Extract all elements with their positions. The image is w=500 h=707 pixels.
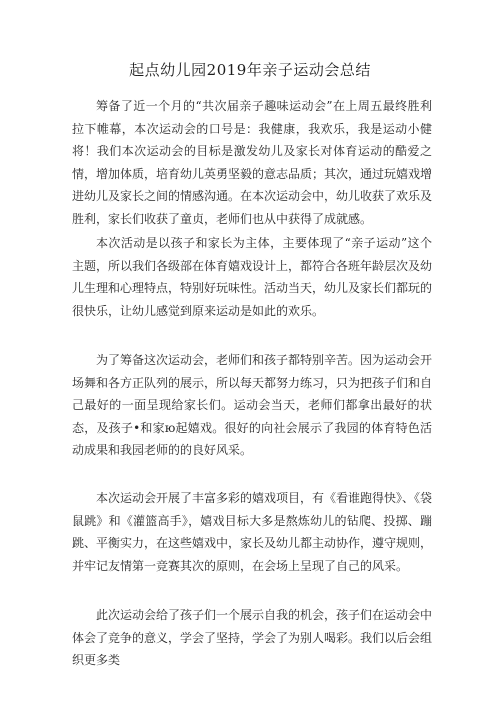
document-title: 起点幼儿园2019年亲子运动会总结 [129, 61, 371, 79]
paragraph-conclusion: 此次运动会给了孩子们一个展示自我的机会，孩子们在运动会中体会了竞争的意义，学会了坚持，学会了为别人喝彩。我们以后会组织更多类 [72, 608, 433, 667]
paragraph-theme: 本次活动是以孩子和家长为主体，主要体现了“亲子运动”这个主题，所以我们各级部在体育嬉戏设计上，都符合各班年龄层次及幼儿生理和心理特点，特别好玩味性。活动当天，幼儿及家长们都玩的很快乐，让幼儿感觉到原来运动是如此的欢乐。 [72, 236, 433, 318]
paragraph-preparation: 为了筹备这次运动会，老师们和孩子都特别辛苦。因为运动会开场舞和各方正队列的展示，所以每天都努力练习，只为把孩子们和自己最好的一面呈现给家长们。运动会当天，老师们都拿出最好的状态，及孩子•和家ю起嬉戏。很好的向社会展示了我园的体育特色活动成果和我园老师的的良好风采。 [72, 353, 433, 457]
paragraph-games: 本次运动会开展了丰富多彩的嬉戏项目，有《看谁跑得快》、《袋鼠跳》和《灌篮高手》，嬉戏目标大多是熬炼幼儿的钻爬、投掷、蹦跳、平衡实力，在这些嬉戏中，家长及幼儿都主动协作，遵守规则，并牢记友情第一竞赛其次的原则，在会场上呈现了自己的风采。 [72, 491, 433, 573]
paragraph-opening: 筹备了近一个月的“共次届亲子趣味运动会”在上周五最终胜利拉下帷幕，本次运动会的口号是：我健康，我欢乐，我是运动小健将！我们本次运动会的目标是激发幼儿及家长对体育运动的酷爱之情，增加体质，培育幼儿英勇坚毅的意志品质；其次，通过玩嬉戏增进幼儿及家长之间的情感沟通。在本次运动会中，幼儿收获了欢乐及胜利，家长们收获了童贞，老师们也从中获得了成就感。 [72, 99, 433, 226]
